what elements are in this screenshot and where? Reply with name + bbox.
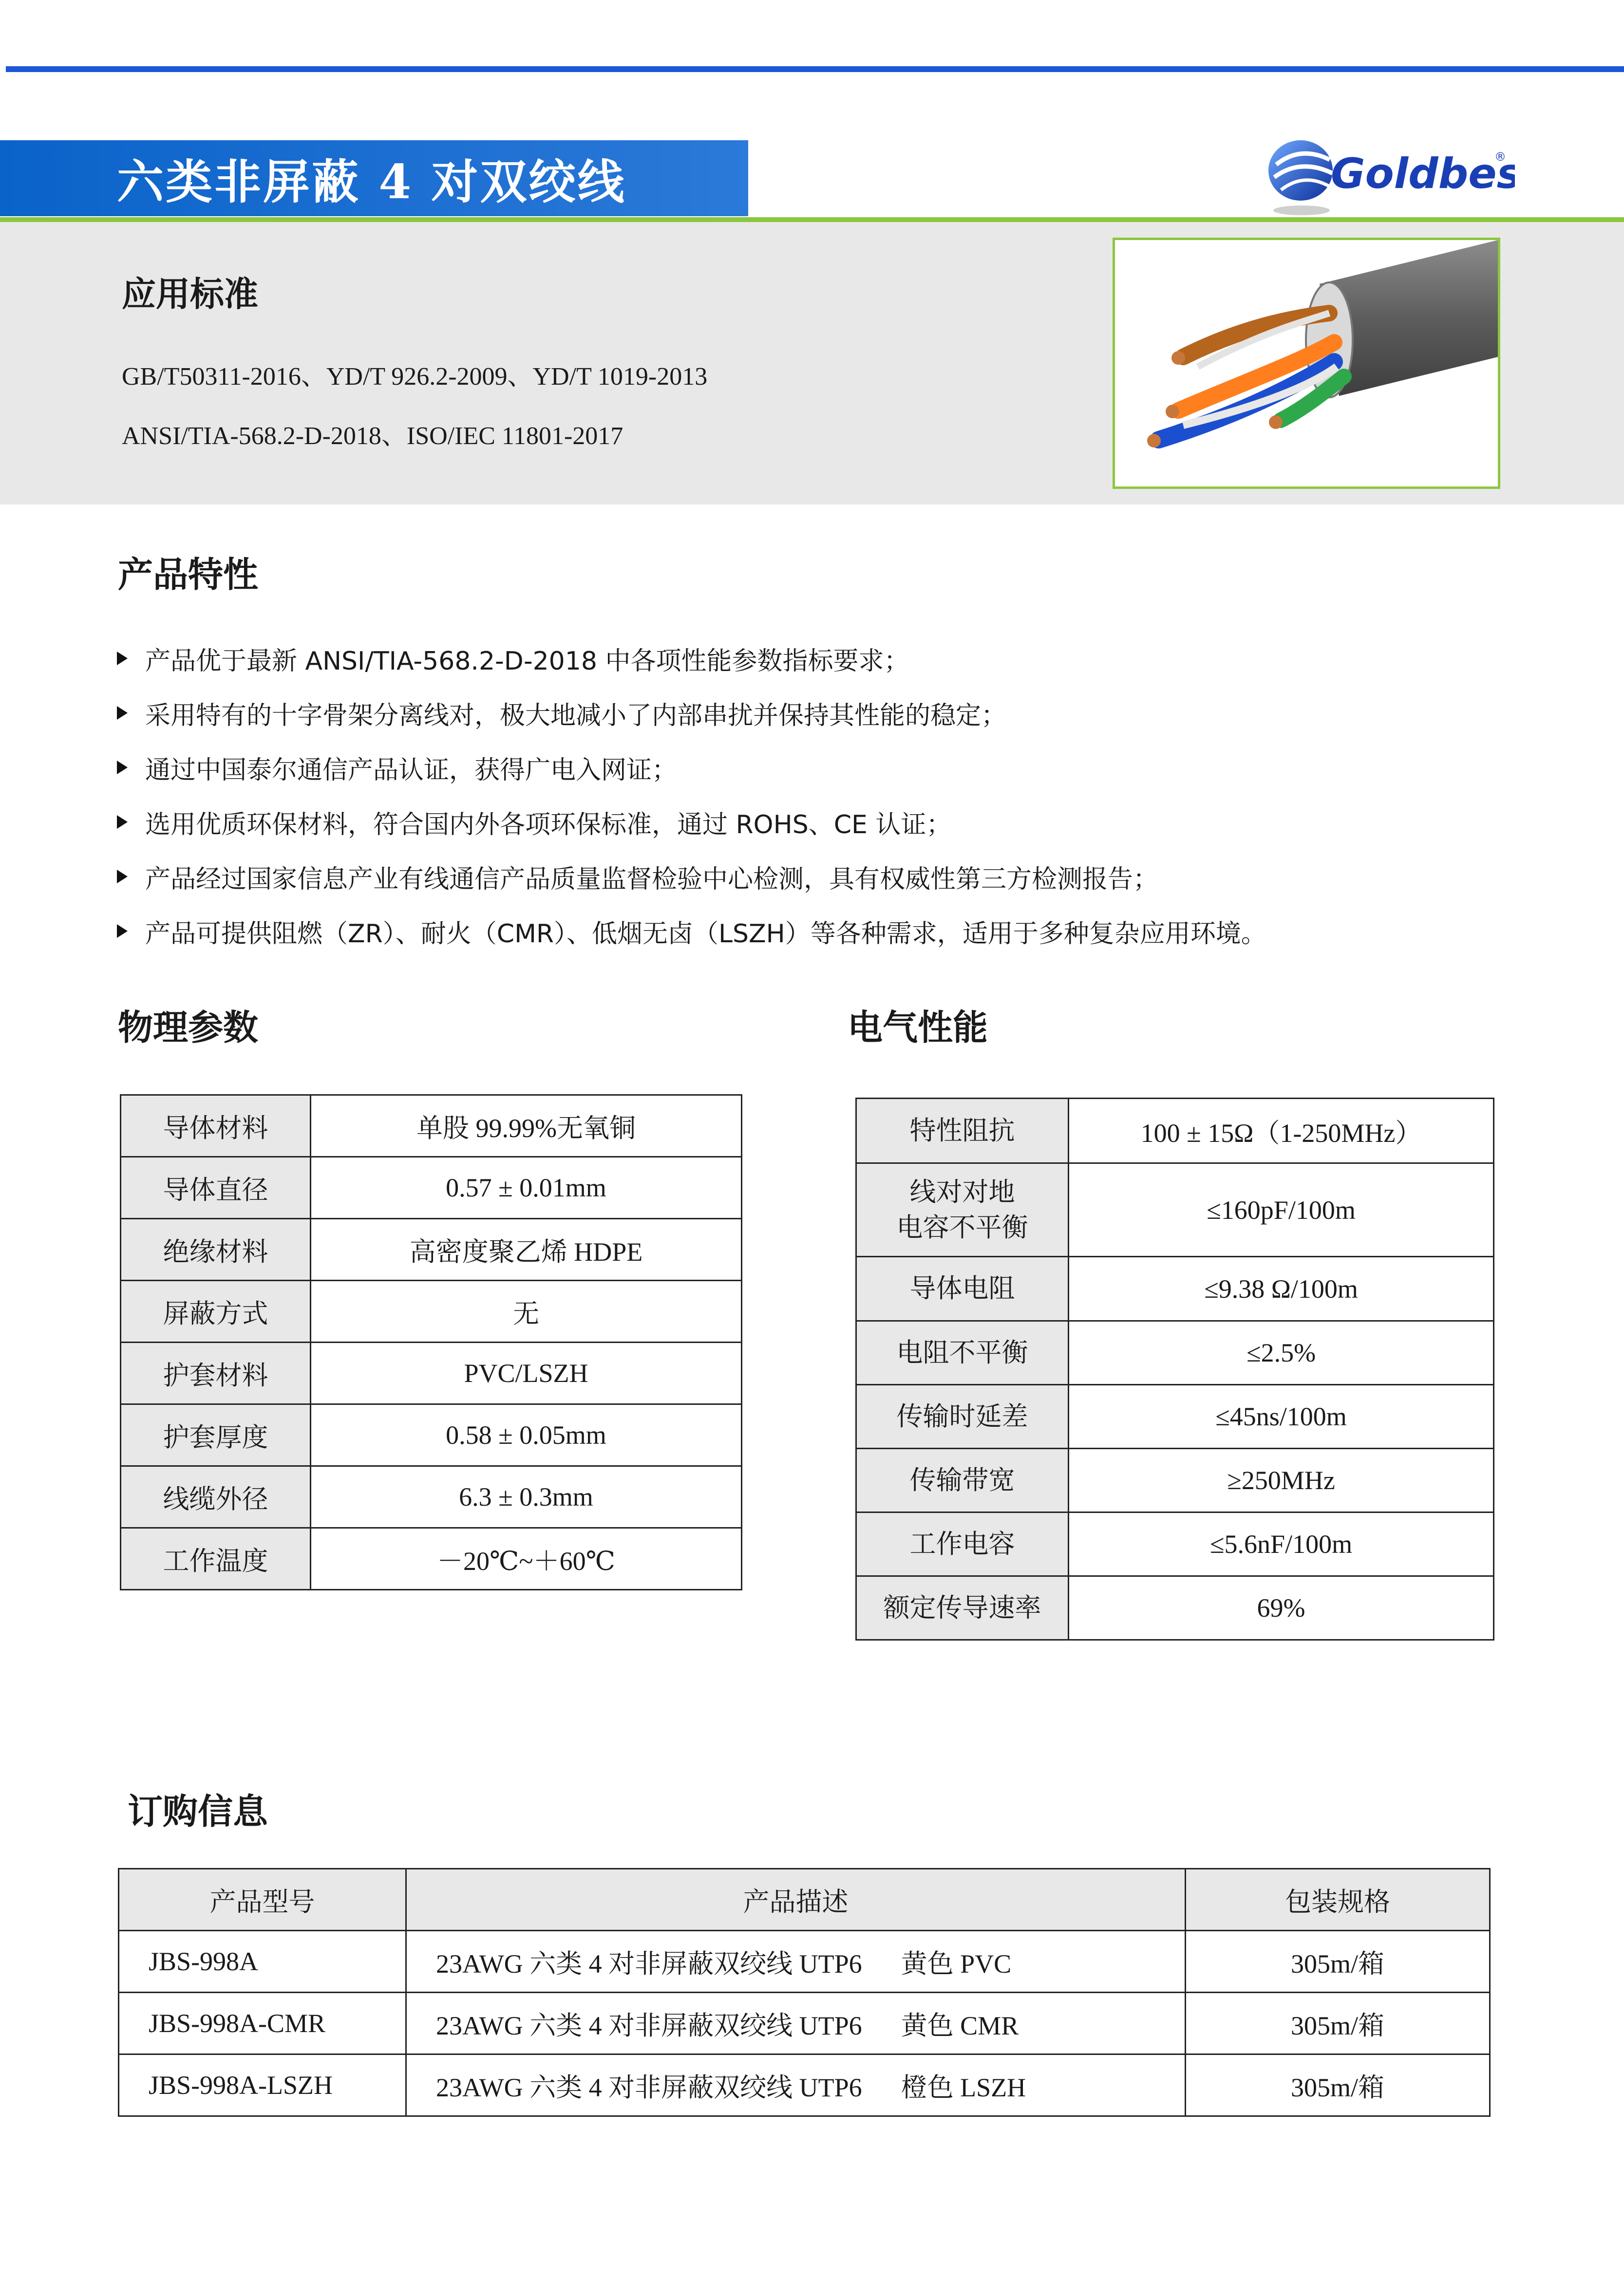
- product-model: JBS-998A-LSZH: [119, 2054, 406, 2116]
- column-header-description: 产品描述: [406, 1869, 1186, 1931]
- param-value: ≥250MHz: [1069, 1449, 1494, 1512]
- table-row: [856, 1576, 1494, 1640]
- table-row: [121, 1466, 742, 1528]
- ordering-table: [118, 1868, 1491, 2117]
- feature-item: 通过中国泰尔通信产品认证，获得广电入网证；: [117, 740, 1266, 795]
- product-model: JBS-998A: [119, 1931, 406, 1993]
- cable-photo-frame: [1113, 238, 1500, 489]
- table-row: [856, 1321, 1494, 1385]
- electrical-heading: 电气性能: [848, 1007, 988, 1048]
- param-label: 工作温度: [121, 1528, 311, 1590]
- product-description: 23AWG 六类 4 对非屏蔽双绞线 UTP6 黄色 CMR: [406, 1993, 1186, 2054]
- param-value: 单股 99.99%无氧铜: [311, 1095, 742, 1157]
- product-description: 23AWG 六类 4 对非屏蔽双绞线 UTP6 橙色 LSZH: [406, 2054, 1186, 2116]
- param-value: ≤5.6nF/100m: [1069, 1512, 1494, 1576]
- physical-heading: 物理参数: [118, 1007, 259, 1048]
- product-packaging: 305m/箱: [1186, 2054, 1490, 2116]
- feature-item: 产品可提供阻燃（ZR）、耐火（CMR）、低烟无卤（LSZH）等各种需求，适用于多种复杂应用环境。: [117, 904, 1266, 958]
- table-row: [121, 1281, 742, 1343]
- feature-item: 产品经过国家信息产业有线通信产品质量监督检验中心检测，具有权威性第三方检测报告；: [117, 849, 1266, 904]
- triangle-bullet-icon: [117, 706, 128, 720]
- feature-item: 选用优质环保材料，符合国内外各项环保标准，通过 ROHS、CE 认证；: [117, 795, 1266, 849]
- param-label: 传输时延差: [856, 1385, 1069, 1449]
- standards-heading: 应用标准: [122, 274, 258, 314]
- top-blue-rule: [6, 66, 1624, 72]
- param-value: 高密度聚乙烯 HDPE: [311, 1219, 742, 1281]
- table-row: [121, 1095, 742, 1157]
- param-label: 护套厚度: [121, 1404, 311, 1466]
- table-row: [119, 2054, 1490, 2116]
- param-value: 100 ± 15Ω（1-250MHz）: [1069, 1099, 1494, 1163]
- param-value: ≤9.38 Ω/100m: [1069, 1257, 1494, 1321]
- product-color: 橙色 LSZH: [901, 2072, 1026, 2102]
- electrical-table: [855, 1098, 1494, 1641]
- table-header-row: [119, 1869, 1490, 1931]
- table-row: [856, 1512, 1494, 1576]
- standards-line-1: GB/T50311-2016、YD/T 926.2-2009、YD/T 1019-2013: [122, 363, 708, 391]
- param-label: 导体材料: [121, 1095, 311, 1157]
- param-label: 导体直径: [121, 1157, 311, 1219]
- param-label: 特性阻抗: [856, 1099, 1069, 1163]
- physical-table: [120, 1094, 742, 1590]
- product-model: JBS-998A-CMR: [119, 1993, 406, 2054]
- table-row: [121, 1219, 742, 1281]
- table-row: [121, 1404, 742, 1466]
- param-label: 护套材料: [121, 1343, 311, 1404]
- table-row: [856, 1385, 1494, 1449]
- param-value: －20℃~＋60℃: [311, 1528, 742, 1590]
- product-description: 23AWG 六类 4 对非屏蔽双绞线 UTP6 黄色 PVC: [406, 1931, 1186, 1993]
- column-header-packaging: 包装规格: [1186, 1869, 1490, 1931]
- features-heading: 产品特性: [118, 554, 259, 595]
- param-value: ≤2.5%: [1069, 1321, 1494, 1385]
- features-list: [117, 631, 1266, 958]
- triangle-bullet-icon: [117, 761, 128, 774]
- table-row: [856, 1449, 1494, 1512]
- triangle-bullet-icon: [117, 924, 128, 938]
- product-packaging: 305m/箱: [1186, 1931, 1490, 1993]
- ordering-heading: 订购信息: [128, 1791, 268, 1832]
- page-title: 六类非屏蔽 4 对双绞线: [117, 154, 626, 209]
- param-value: ≤160pF/100m: [1069, 1163, 1494, 1257]
- product-color: 黄色 PVC: [901, 1949, 1012, 1979]
- param-value: PVC/LSZH: [311, 1343, 742, 1404]
- param-value: 0.58 ± 0.05mm: [311, 1404, 742, 1466]
- standards-line-2: ANSI/TIA-568.2-D-2018、ISO/IEC 11801-2017: [122, 422, 623, 450]
- goldbest-logo: [1262, 131, 1515, 218]
- param-label-line-2: 电容不平衡: [896, 1212, 1028, 1243]
- table-row: [119, 1931, 1490, 1993]
- param-value: 0.57 ± 0.01mm: [311, 1157, 742, 1219]
- triangle-bullet-icon: [117, 652, 128, 665]
- param-value: 无: [311, 1281, 742, 1343]
- table-row: [119, 1993, 1490, 2054]
- table-row: [121, 1343, 742, 1404]
- triangle-bullet-icon: [117, 870, 128, 883]
- param-label: 电阻不平衡: [856, 1321, 1069, 1385]
- param-value: 6.3 ± 0.3mm: [311, 1466, 742, 1528]
- feature-item: 采用特有的十字骨架分离线对，极大地减小了内部串扰并保持其性能的稳定；: [117, 686, 1266, 740]
- param-label: 传输带宽: [856, 1449, 1069, 1512]
- table-row: [121, 1528, 742, 1590]
- feature-item: 产品优于最新 ANSI/TIA-568.2-D-2018 中各项性能参数指标要求；: [117, 631, 1266, 686]
- logo-registered-mark: ®: [1494, 150, 1506, 164]
- logo-swoosh-icon: [1262, 131, 1515, 218]
- triangle-bullet-icon: [117, 815, 128, 829]
- table-row: [856, 1163, 1494, 1257]
- title-banner: [0, 140, 748, 216]
- table-row: [856, 1099, 1494, 1163]
- param-label: 导体电阻: [856, 1257, 1069, 1321]
- param-value: ≤45ns/100m: [1069, 1385, 1494, 1449]
- product-packaging: 305m/箱: [1186, 1993, 1490, 2054]
- param-label: 线缆外径: [121, 1466, 311, 1528]
- logo-wordmark: Goldbe: [1331, 149, 1497, 198]
- param-label: 工作电容: [856, 1512, 1069, 1576]
- param-label: 绝缘材料: [121, 1219, 311, 1281]
- column-header-model: 产品型号: [119, 1869, 406, 1931]
- product-color: 黄色 CMR: [901, 2011, 1019, 2040]
- param-value: 69%: [1069, 1576, 1494, 1640]
- param-label: [856, 1163, 1069, 1257]
- cable-image: [1115, 240, 1498, 486]
- param-label: 额定传导速率: [856, 1576, 1069, 1640]
- param-label: 屏蔽方式: [121, 1281, 311, 1343]
- table-row: [856, 1257, 1494, 1321]
- table-row: [121, 1157, 742, 1219]
- param-label-line-1: 线对对地: [909, 1176, 1015, 1207]
